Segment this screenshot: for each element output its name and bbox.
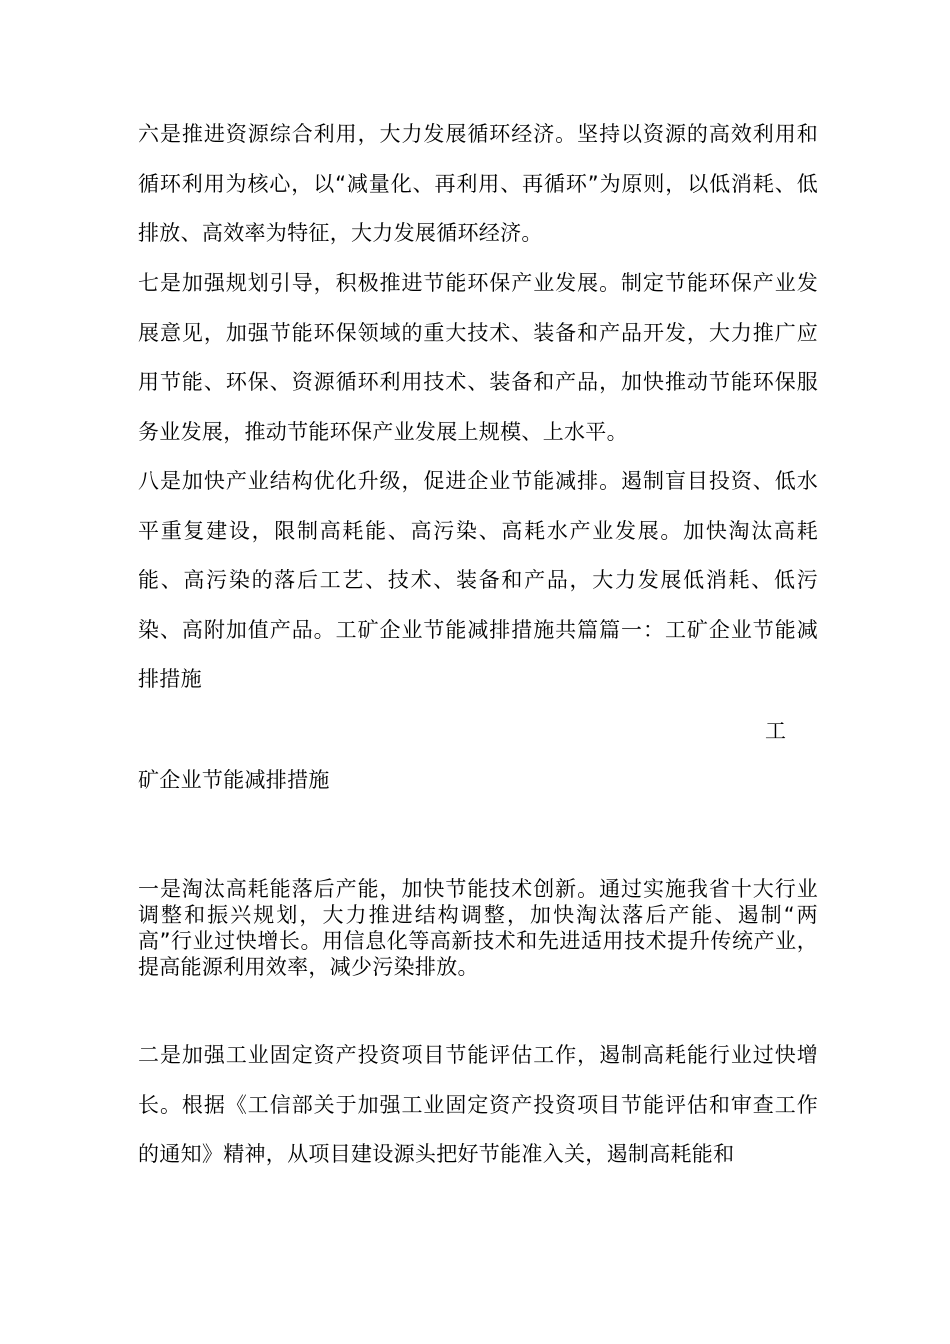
paragraph-six: 六是推进资源综合利用，大力发展循环经济。坚持以资源的高效利用和循环利用为核心，以“减量化、再利用、再循环”为原则，以低消耗、低排放、高效率为特征，大力发展循环经济。 [138,122,818,245]
paragraph-two: 二是加强工业固定资产投资项目节能评估工作，遏制高耗能行业过快增长。根据《工信部关于加强工业固定资产投资项目节能评估和审查工作的通知》精神，从项目建设源头把好节能准入关，遏制高耗能和 [138,1043,818,1166]
paragraph-seven: 七是加强规划引导，积极推进节能环保产业发展。制定节能环保产业发展意见，加强节能环保领域的重大技术、装备和产品开发，大力推广应用节能、环保、资源循环利用技术、装备和产品，加快推动节能环保服务业发展，推动节能环保产业发展上规模、上水平。 [138,271,818,444]
paragraph-eight: 八是加快产业结构优化升级，促进企业节能减排。遏制盲目投资、低水平重复建设，限制高耗能、高污染、高耗水产业发展。加快淘汰高耗能、高污染的落后工艺、技术、装备和产品，大力发展低消耗、低污染、高附加值产品。工矿企业节能减排措施共篇篇一：工矿企业节能减排措施 [138,469,818,691]
section-heading-start: 工 [765,719,786,743]
paragraph-one: 一是淘汰高耗能落后产能，加快节能技术创新。通过实施我省十大行业调整和振兴规划，大力推进结构调整，加快淘汰落后产能、遏制“两高”行业过快增长。用信息化等高新技术和先进适用技术提升传统产业，提高能源利用效率，减少污染排放。 [138,877,818,979]
section-heading-rest: 矿企业节能减排措施 [138,768,330,792]
